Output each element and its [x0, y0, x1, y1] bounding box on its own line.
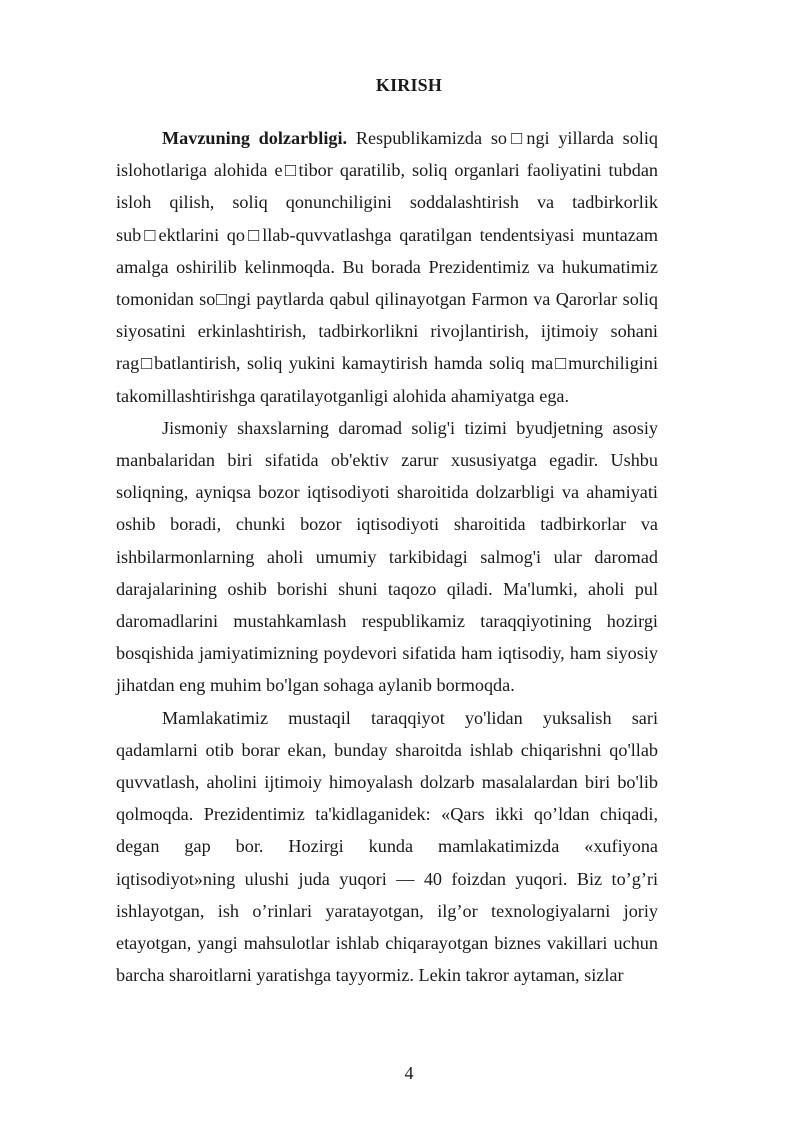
page-title: KIRISH [375, 75, 443, 95]
paragraph-lead: Mavzuning dolzarbligi. [162, 128, 348, 148]
page-number: 4 [404, 1063, 414, 1083]
paragraph-development [116, 702, 658, 992]
paragraph-income-tax [116, 412, 658, 702]
paragraph-relevance [116, 122, 658, 412]
paragraph-text: Mamlakatimiz mustaqil taraqqiyot yo'lidan yuksalish sari qadamlarni otib borar ekan, bunday sharoitda ishlab chiqarishni qo'llab quvvatlash, aholini ijtimoiy himoyalash dolzarb masalalardan biri bo'lib qolmoqda. Prezidentimiz ta'kidlaganidek: «Qars ikki qo’ldan chiqadi, degan gap bor. Hozirgi kunda mamlakatimizda «xufiyona iqtisodiyot»ning ulushi juda yuqori — 40 foizdan yuqori. Biz to’g’ri ishlayotgan, ish o’rinlari yaratayotgan, ilg’or texnologiyalarni joriy etayotgan, yangi mahsulotlar ishlab chiqarayotgan biznes vakillari uchun barcha sharoitlarni yaratishga tayyormiz. Lekin takror aytaman, sizlar [116, 707, 658, 986]
document-body [116, 122, 658, 991]
paragraph-text: Jismoniy shaxslarning daromad solig'i tizimi byudjetning asosiy manbalaridan biri sifatida ob'ektiv zarur xususiyatga egadir. Ushbu soliqning, ayniqsa bozor iqtisodiyoti sharoitida dolzarbligi va ahamiyati oshib boradi, chunki bozor iqtisodiyoti sharoitida tadbirkorlar va ishbilarmonlarning aholi umumiy tarkibidagi salmog'i ular daromad darajalarining oshib borishi shuni taqozo qiladi. Ma'lumki, aholi pul daromadlarini mustahkamlash respublikamiz taraqqiyotining hozirgi bosqishida jamiyatimizning poydevori sifatida ham iqtisodiy, ham siyosiy jihatdan eng muhim bo'lgan sohaga aylanib bormoqda. [116, 417, 658, 696]
paragraph-text: Respublikamizda so□ngi yillarda soliq islohotlariga alohida e□tibor qaratilib, soliq organlari faoliyatini tubdan isloh qilish, soliq qonunchiligini soddalashtirish va tadbirkorlik sub□ektlarini qo□llab-quvvatlashga qaratilgan tendentsiyasi muntazam amalga oshirilib kelinmoqda. Bu borada Prezidentimiz va hukumatimiz tomonidan so□ngi paytlarda qabul qilinayotgan Farmon va Qarorlar soliq siyosatini erkinlashtirish, tadbirkorlikni rivojlantirish, ijtimoiy sohani rag□batlantirish, soliq yukini kamaytirish hamda soliq ma□murchiligini takomillashtirishga qaratilayotganligi alohida ahamiyatga ega. [116, 128, 658, 406]
